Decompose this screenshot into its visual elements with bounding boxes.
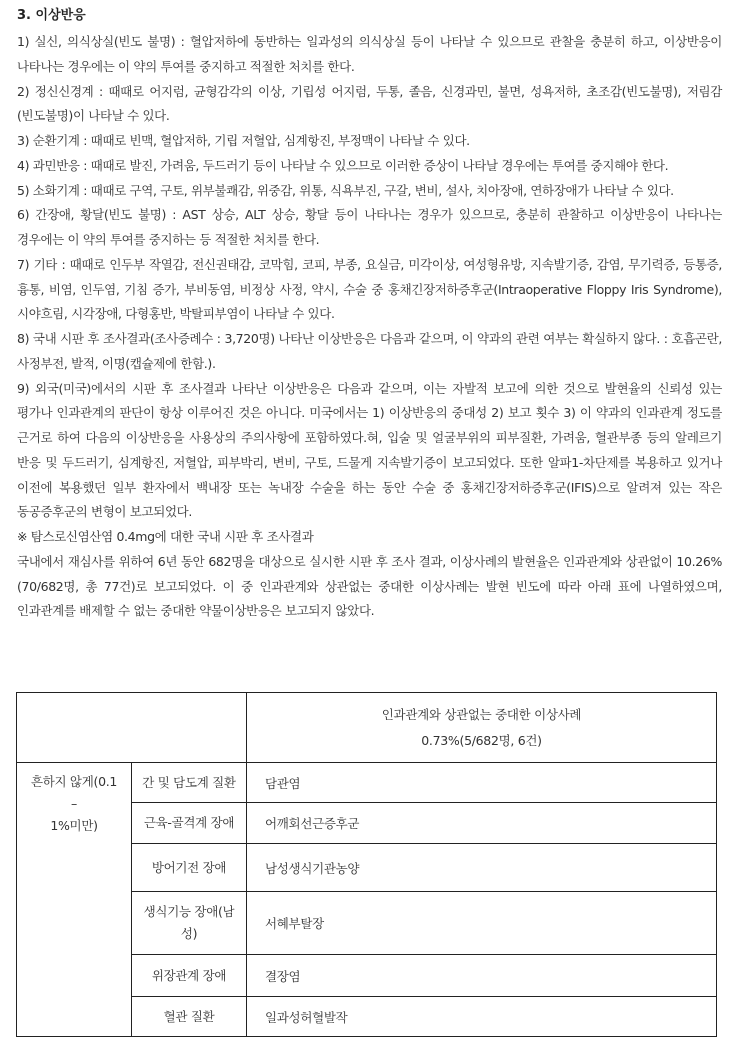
serious-adverse-events-table: [16, 692, 717, 1037]
frequency-label: 흔하지 않게(0.1 –: [30, 774, 118, 811]
event-cell: 담관염: [247, 763, 717, 803]
paragraph-syncope: 1) 실신, 의식상실(빈도 불명) : 혈압저하에 동반하는 일과성의 의식상실 등이 나타날 수 있으므로 관찰을 충분히 하고, 이상반응이 나타나는 경우에는 이 약의 투여를 중지하고 적절한 처치를 한다.: [17, 34, 722, 74]
section-heading: 3. 이상반응: [17, 8, 86, 23]
paragraph-foreign-survey: 9) 외국(미국)에서의 시판 후 조사결과 나타난 이상반응은 다음과 같으며, 이는 자발적 보고에 의한 것으로 발현율의 신뢰성 있는 평가나 인과관계의 판단이 항상 이루어진 것은 아니다. 미국에서는 1) 이상반응의 중대성 2) 보고 횟수 3) 이 약과의 인과관계 정도를 근거로 하여 다음의 이상반응을 사용상의 주의사항에 포함하였다.혀, 입술 및 얼굴부위의 피부질환, 가려움, 혈관부종 등의 알레르기 반응 및 두드러기, 심계항진, 저혈압, 피부박리, 변비, 구토, 드물게 지속발기증이 보고되었다. 또한 알파1-차단제를 복용하고 있거나 이전에 복용했던 일부 환자에서 백내장 또는 녹내장 수술을 하는 동안 수술 중 홍채긴장저하증후군(IFIS)으로 알려져 있는 작은 동공증후군의 변형이 보고되었다.: [17, 380, 722, 520]
event-cell: 어깨회선근증후군: [247, 803, 717, 844]
category-label: 생식기능 장애(남: [143, 904, 235, 919]
category-cell: [132, 892, 247, 955]
event-cell: 일과성허혈발작: [247, 997, 717, 1037]
paragraph-domestic-survey: 8) 국내 시판 후 조사결과(조사증례수 : 3,720명) 나타난 이상반응은 다음과 같으며, 이 약과의 관련 여부는 확실하지 않다. : 호흡곤란, 사정부전, 발적, 이명(캡슐제에 한함.).: [17, 331, 722, 371]
paragraph-liver: 6) 간장애, 황달(빈도 불명) : AST 상승, ALT 상승, 황달 등이 나타나는 경우가 있으므로, 충분히 관찰하고 이상반응이 나타나는 경우에는 이 약의 투여를 중지하는 등 적절한 처치를 한다.: [17, 207, 722, 247]
table-header-row: [17, 693, 717, 763]
frequency-cell: [17, 763, 132, 1037]
table-header-rate: 0.73%(5/682명, 6건): [421, 732, 542, 748]
adverse-reactions-text: [17, 30, 722, 624]
event-cell: 서혜부탈장: [247, 892, 717, 955]
paragraph-reexamination: 국내에서 재심사를 위하여 6년 동안 682명을 대상으로 실시한 시판 후 조사 결과, 이상사례의 발현율은 인과관계와 상관없이 10.26%(70/682명, 총 77건)로 보고되었다. 이 중 인과관계와 상관없는 중대한 이상사례는 발현 빈도에 따라 아래 표에 나열하였으며, 인과관계를 배제할 수 없는 중대한 약물이상반응은 보고되지 않았다.: [17, 553, 722, 619]
category-cell: 방어기전 장애: [132, 844, 247, 892]
paragraph-digestive: 5) 소화기계 : 때때로 구역, 구토, 위부불쾌감, 위중감, 위통, 식욕부진, 구갈, 변비, 설사, 치아장애, 연하장애가 나타날 수 있다.: [17, 182, 674, 198]
category-cell: 혈관 질환: [132, 997, 247, 1037]
event-cell: 남성생식기관농양: [247, 844, 717, 892]
event-cell: 결장염: [247, 955, 717, 997]
category-cell: 간 및 담도계 질환: [132, 763, 247, 803]
paragraph-hypersensitivity: 4) 과민반응 : 때때로 발진, 가려움, 두드러기 등이 나타날 수 있으므로 이러한 증상이 나타날 경우에는 투여를 중지해야 한다.: [17, 157, 669, 173]
table-header-cell: [247, 693, 717, 763]
table-header-title: 인과관계와 상관없는 중대한 이상사례: [381, 706, 582, 722]
table-header-empty-cell: [17, 693, 247, 763]
category-cell: 위장관계 장애: [132, 955, 247, 997]
paragraph-circulatory: 3) 순환기계 : 때때로 빈맥, 혈압저하, 기립 저혈압, 심계항진, 부정맥이 나타날 수 있다.: [17, 133, 470, 148]
frequency-label-cont: 1%미만): [50, 818, 98, 833]
note-tamsulosin-survey: ※ 탐스로신염산염 0.4mg에 대한 국내 시판 후 조사결과: [17, 529, 314, 544]
category-label-cont: 성): [180, 926, 198, 941]
paragraph-neuro: 2) 정신신경계 : 때때로 어지럼, 균형감각의 이상, 기립성 어지럼, 두통, 졸음, 신경과민, 불면, 성욕저하, 초조감(빈도불명), 저림감(빈도불명)이 나타날 수 있다.: [17, 83, 722, 124]
category-cell: 근육-골격계 장애: [132, 803, 247, 844]
table-row: [17, 763, 717, 803]
paragraph-other: 7) 기타 : 때때로 인두부 작열감, 전신권태감, 코막힘, 코피, 부종, 요실금, 미각이상, 여성형유방, 지속발기증, 감염, 무기력증, 등통증, 흉통, 비염, 인두염, 기침 증가, 부비동염, 비정상 사정, 약시, 수술 중 홍채긴장저하증후군(Intraoperative Floppy Iris Syndrome), 시야흐림, 시각장애, 다형홍반, 박탈피부염이 나타날 수 있다.: [17, 256, 722, 322]
